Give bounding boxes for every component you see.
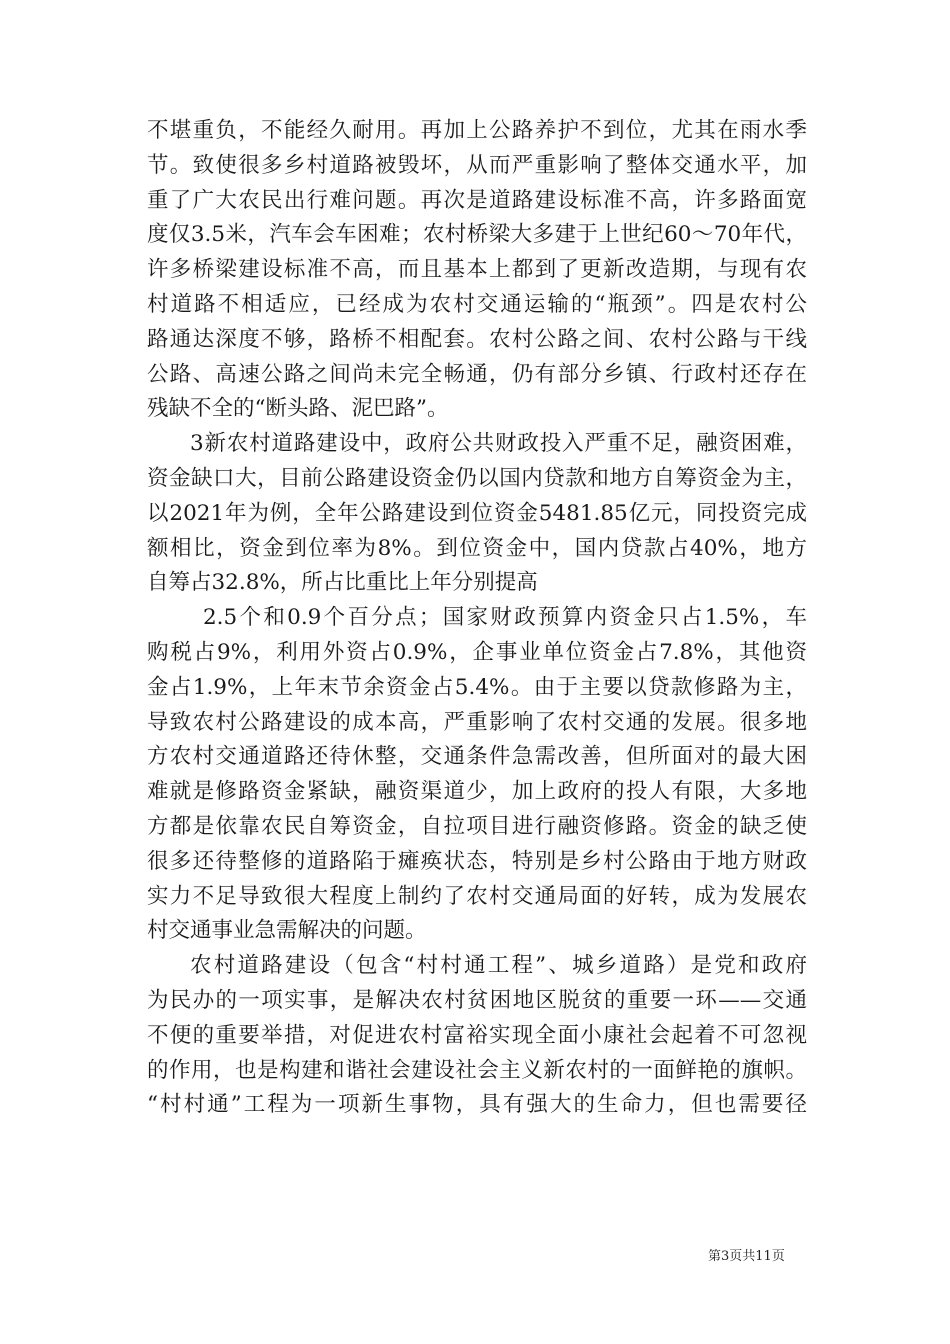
text-line: 很多还待整修的道路陷于瘫痪状态，特别是乡村公路由于地方财政 (147, 848, 807, 874)
text-line: 路通达深度不够，路桥不相配套。农村公路之间、农村公路与干线 (147, 326, 807, 352)
text-line: 以2021年为例，全年公路建设到位资金5481.85亿元，同投资完成 (147, 500, 807, 526)
text-line: 为民办的一项实事，是解决农村贫困地区脱贫的重要一环——交通 (147, 987, 807, 1013)
text-line: 方农村交通道路还待休整，交通条件急需改善，但所面对的最大困 (147, 744, 807, 770)
text-line: “村村通”工程为一项新生事物，具有强大的生命力，但也需要径 (147, 1092, 807, 1118)
text-line: 残缺不全的“断头路、泥巴路”。 (147, 396, 449, 422)
paragraph-1 (147, 114, 807, 427)
text-line: 公路、高速公路之间尚未完全畅通，仍有部分乡镇、行政村还存在 (147, 361, 807, 387)
text-line: 金占1.9%，上年末节余资金占5.4%。由于主要以贷款修路为主， (147, 674, 807, 700)
text-line: 难就是修路资金紧缺，融资渠道少，加上政府的投人有限，大多地 (147, 779, 807, 805)
text-line: 资金缺口大，目前公路建设资金仍以国内贷款和地方自筹资金为主， (147, 465, 807, 491)
paragraph-2 (147, 427, 807, 601)
text-line: 重了广大农民出行难问题。再次是道路建设标准不高，许多路面宽 (147, 187, 807, 213)
text-line: 自筹占32.8%，所占比重比上年分别提高 (147, 570, 538, 596)
paragraph-4 (147, 949, 807, 1123)
text-line: 方都是依靠农民自筹资金，自拉项目进行融资修路。资金的缺乏使 (147, 813, 807, 839)
text-line: 的作用，也是构建和谐社会建设社会主义新农村的一面鲜艳的旗帜。 (147, 1057, 807, 1083)
text-line: 购税占9%，利用外资占0.9%，企事业单位资金占7.8%，其他资 (147, 639, 807, 665)
page-number: 第3页共11页 (708, 1249, 785, 1264)
text-line: 村道路不相适应，已经成为农村交通运输的“瓶颈”。四是农村公 (147, 291, 807, 317)
text-line: 不堪重负，不能经久耐用。再加上公路养护不到位，尤其在雨水季 (147, 118, 807, 143)
text-line: 村交通事业急需解决的问题。 (147, 918, 427, 944)
text-line: 农村道路建设（包含“村村通工程”、城乡道路）是党和政府 (190, 953, 807, 979)
text-line: 导致农村公路建设的成本高，严重影响了农村交通的发展。很多地 (147, 709, 807, 735)
text-line: 2.5个和0.9个百分点；国家财政预算内资金只占1.5%，车 (203, 605, 807, 631)
text-line: 3新农村道路建设中，政府公共财政投入严重不足，融资困难， (190, 431, 807, 457)
paragraph-3 (147, 601, 807, 949)
document-body (147, 114, 807, 1123)
text-line: 不便的重要举措，对促进农村富裕实现全面小康社会起着不可忽视 (147, 1022, 807, 1048)
text-line: 额相比，资金到位率为8%。到位资金中，国内贷款占40%，地方 (147, 535, 807, 561)
text-line: 实力不足导致很大程度上制约了农村交通局面的好转，成为发展农 (147, 883, 807, 909)
text-line: 节。致使很多乡村道路被毁坏，从而严重影响了整体交通水平，加 (147, 152, 807, 178)
text-line: 度仅3.5米，汽车会车困难；农村桥梁大多建于上世纪60～70年代， (147, 222, 807, 248)
text-line: 许多桥梁建设标准不高，而且基本上都到了更新改造期，与现有农 (147, 257, 807, 283)
